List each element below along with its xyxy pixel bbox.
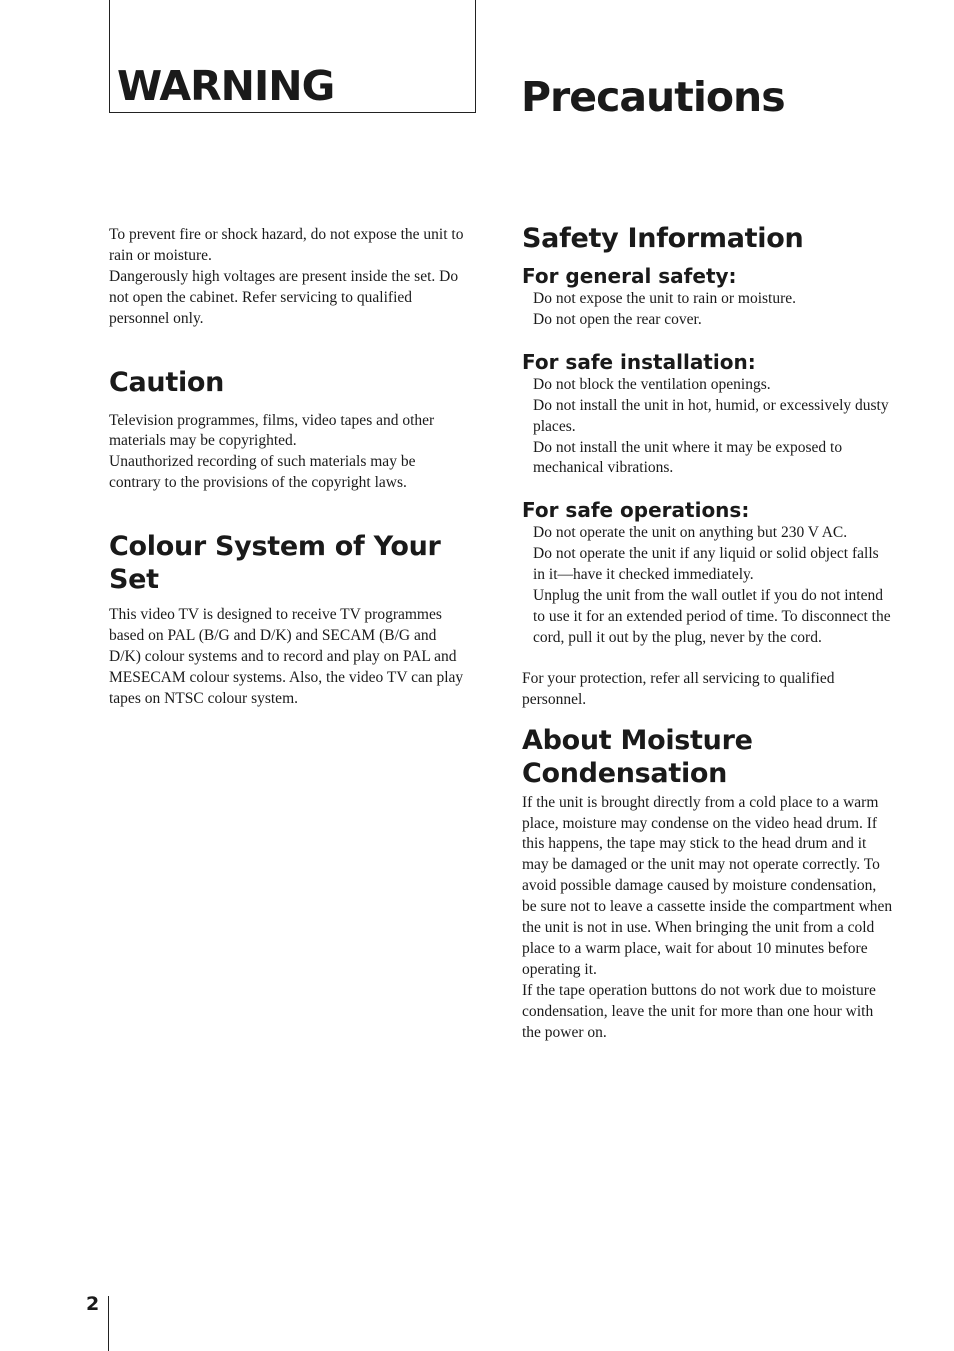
safe-operations-heading: For safe operations:: [522, 498, 750, 523]
list-item: Do not install the unit where it may be exposed to mechanical vibrations.: [533, 438, 843, 477]
warning-paragraph-1: To prevent fire or shock hazard, do not expose the unit to rain or moisture.: [109, 226, 464, 264]
page-number-rule: [108, 1296, 109, 1351]
safe-installation-list: [533, 375, 894, 480]
general-safety-heading: For general safety:: [522, 264, 737, 288]
warning-paragraph-2: Dangerously high voltages are present inside the set. Do not open the cabinet. Refer servicing to qualified personnel only.: [109, 267, 459, 327]
colour-system-heading: Colour System of Your Set: [109, 531, 441, 596]
page-number: 2: [86, 1293, 100, 1315]
protection-note: For your protection, refer all servicing to qualified personnel.: [522, 669, 835, 708]
list-item: Do not operate the unit if any liquid or solid object falls in it—have it checked immediately.: [533, 545, 879, 584]
safe-operations-list: [533, 523, 894, 648]
moisture-paragraph-2: If the tape operation buttons do not work due to moisture condensation, leave the unit for more than one hour with the power on.: [522, 981, 876, 1041]
safety-information-heading: Safety Information: [522, 223, 804, 254]
list-item: Do not block the ventilation openings.: [533, 375, 771, 393]
list-item: Do not expose the unit to rain or moisture.: [533, 290, 797, 307]
caution-paragraph-1: Television programmes, films, video tapes and other materials may be copyrighted.: [109, 411, 435, 450]
list-item: Do not open the rear cover.: [533, 310, 702, 328]
list-item: Do not install the unit in hot, humid, or excessively dusty places.: [533, 396, 889, 435]
left-column: [109, 225, 469, 710]
general-safety-list: [533, 289, 894, 331]
moisture-paragraph-1: If the unit is brought directly from a cold place to a warm place, moisture may condense on the video head drum. If this happens, the tape may stick to the head drum and it may be damaged or the unit may not operate correctly. To avoid possible damage caused by moisture condensation, be sure not to leave a cassette inside the compartment when the unit is not in use. When bringing the unit from a cold place to a warm place, wait for about 10 minutes before operating it.: [522, 793, 893, 978]
moisture-condensation-heading: About Moisture Condensation: [522, 724, 753, 789]
warning-title: WARNING: [117, 62, 335, 110]
list-item: Do not operate the unit on anything but 230 V AC.: [533, 524, 848, 542]
list-item: Unplug the unit from the wall outlet if you do not intend to use it for an extended period of time. To disconnect the cord, pull it out by the plug, never by the cord.: [533, 587, 891, 646]
caution-heading: Caution: [109, 366, 225, 398]
caution-paragraph-2: Unauthorized recording of such materials may be contrary to the provisions of the copyright laws.: [109, 453, 416, 492]
precautions-title: Precautions: [521, 73, 785, 121]
right-column: [522, 222, 894, 1043]
safe-installation-heading: For safe installation:: [522, 349, 756, 374]
colour-system-paragraph: This video TV is designed to receive TV programmes based on PAL (B/G and D/K) and SECAM (B/G and D/K) colour systems and to record and play on PAL and MESECAM colour systems. Also, the video TV can play tapes on NTSC colour system.: [109, 606, 464, 707]
